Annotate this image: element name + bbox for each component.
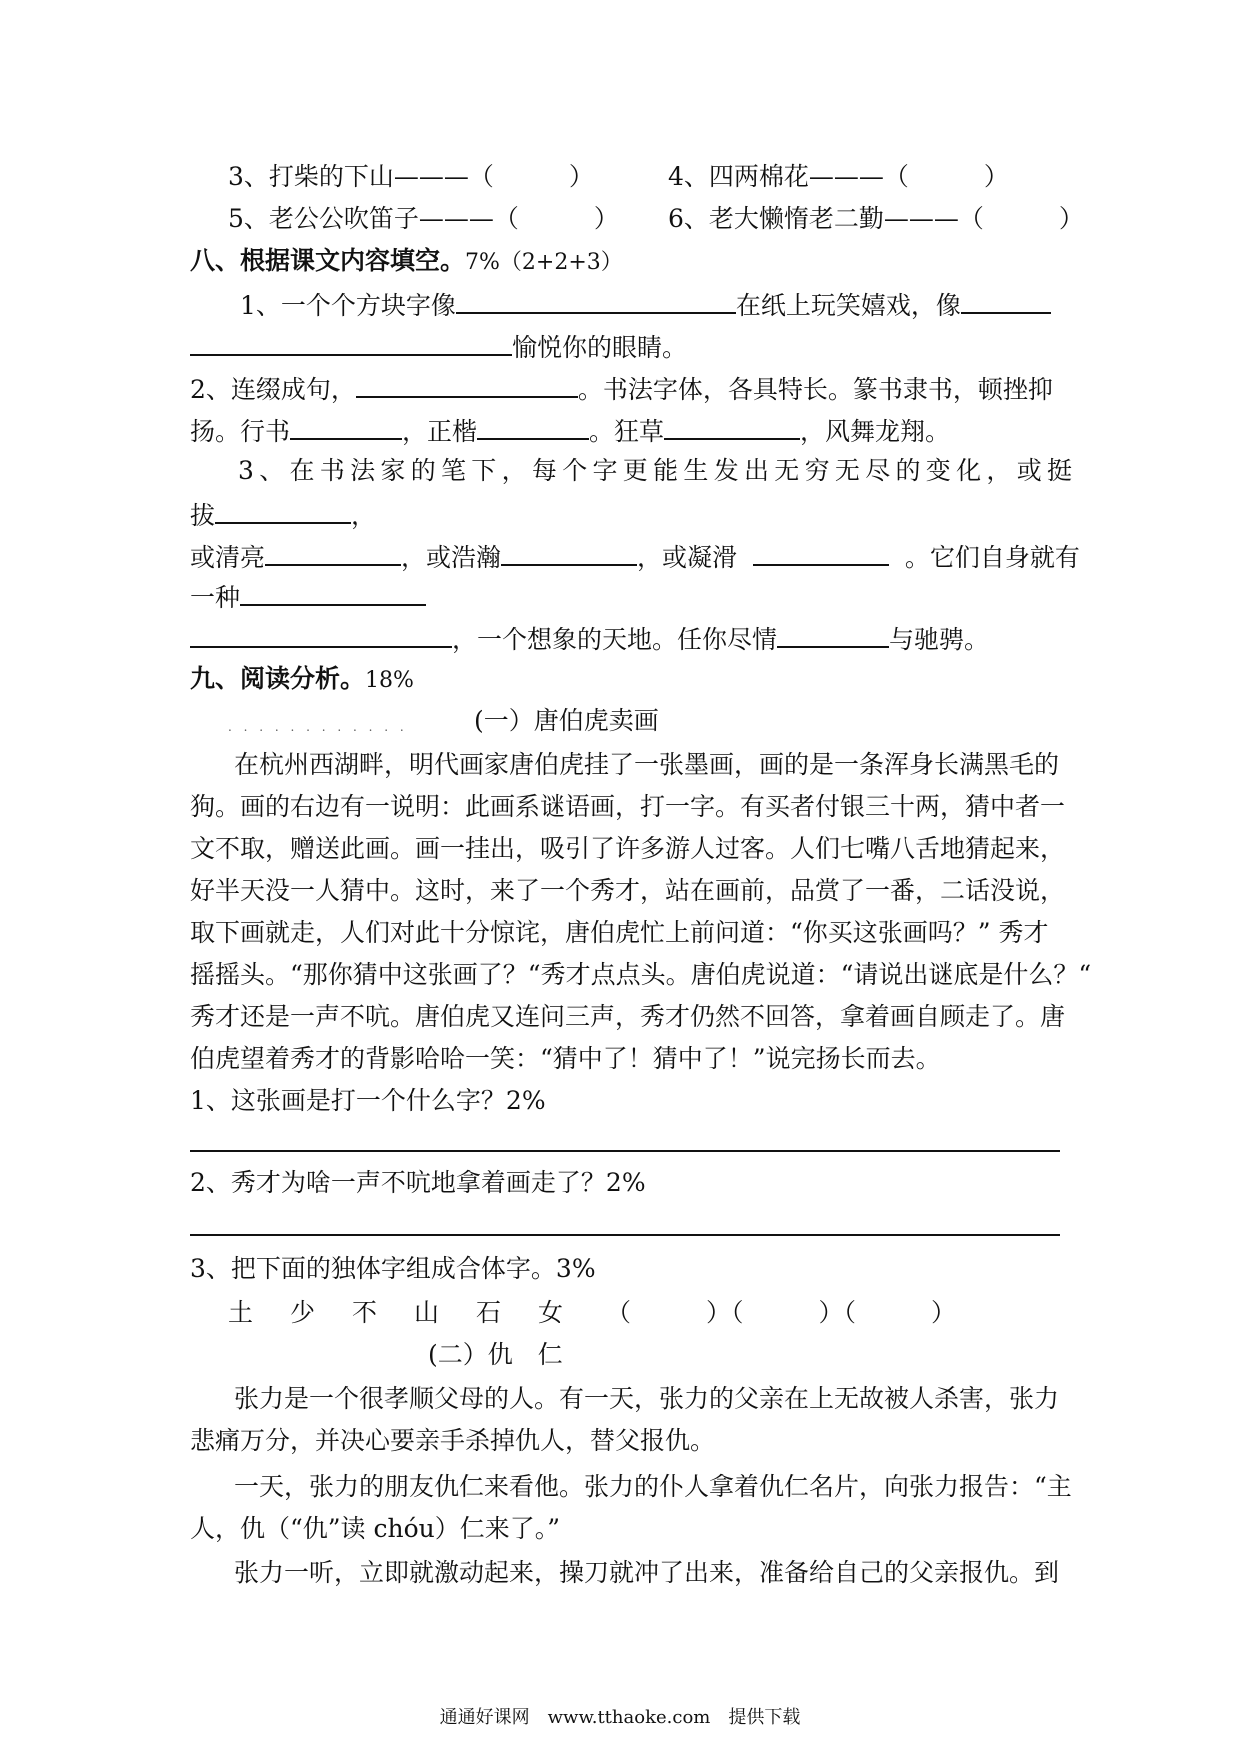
passage-1-line: 秀才还是一声不吭。唐伯虎又连问三声，秀才仍然不回答，拿着画自顾走了。唐 xyxy=(190,1002,1066,1031)
s8-q2-text-d: ，正楷 xyxy=(402,417,478,446)
s8-q3-line2 xyxy=(190,496,376,533)
section-9-title: 九、阅读分析。 xyxy=(190,664,366,693)
s8-q3-blank-2[interactable] xyxy=(265,538,401,566)
passage-1-line: 狗。画的右边有一说明：此画系谜语画，打一字。有买者付银三十两，猜中者一 xyxy=(190,792,1066,821)
s8-q3-line1: 3、在书法家的笔下，每个字更能生发出无穷无尽的变化，或挺 xyxy=(238,456,1078,485)
s8-q2-blank-4[interactable] xyxy=(664,412,800,440)
riddle-4: 4、四两棉花———（ ） xyxy=(668,162,1009,191)
s8-q3-line5 xyxy=(190,620,989,657)
s8-q2-text-a: 2、连缀成句， xyxy=(190,375,356,404)
s8-q3-blank-5[interactable] xyxy=(240,578,426,606)
section-9-score: 18% xyxy=(365,668,414,693)
section-8-title: 八、根据课文内容填空。 xyxy=(190,246,466,275)
decorative-dots: . . . . . . . . . . . . xyxy=(228,720,408,734)
s8-q3-text-h: 一种 xyxy=(190,583,241,612)
passage-2-line: 张力一听，立即就激动起来，操刀就冲了出来，准备给自己的父亲报仇。到 xyxy=(234,1558,1060,1587)
answer-line-1[interactable] xyxy=(190,1150,1060,1152)
s8-q1-text-c: 愉悦你的眼睛。 xyxy=(512,333,688,362)
s8-q3-text-g: 。它们自身就有 xyxy=(904,543,1080,572)
s8-q1-text-a: 1、一个个方块字像 xyxy=(240,291,456,320)
s8-q3-blank-7[interactable] xyxy=(777,620,889,648)
combined-answer-parens[interactable]: （ ）（ ）（ ） xyxy=(606,1298,957,1327)
s8-q3-line3 xyxy=(190,538,1080,575)
passage-1-line: 伯虎望着秀才的背影哈哈一笑：“猜中了！猜中了！”说完扬长而去。 xyxy=(190,1044,941,1073)
passage-2-line: 人，仇（“仇”读 chóu）仁来了。” xyxy=(190,1514,561,1543)
s8-q1-blank-1[interactable] xyxy=(456,286,736,314)
s8-q3-text-i: ，一个想象的天地。任你尽情 xyxy=(452,625,778,654)
s8-q3-text-d: 或清亮 xyxy=(190,543,266,572)
s8-q1-blank-2[interactable] xyxy=(961,286,1051,314)
s8-q3-blank-3[interactable] xyxy=(501,538,637,566)
s9-question-2: 2、秀才为啥一声不吭地拿着画走了？2% xyxy=(190,1168,646,1197)
passage-1-line: 好半天没一人猜中。这时，来了一个秀才，站在画前，品赏了一番，二话没说， xyxy=(190,876,1066,905)
s8-q1-text-b: 在纸上玩笑嬉戏，像 xyxy=(735,291,961,320)
riddle-6: 6、老大懒惰老二勤———（ ） xyxy=(668,204,1084,233)
s8-q3-text-b: 拔 xyxy=(190,501,216,530)
s8-q2-line2 xyxy=(190,412,950,449)
s8-q2-blank-2[interactable] xyxy=(290,412,402,440)
s8-q3-blank-6[interactable] xyxy=(190,620,452,648)
passage-2-title: (二）仇 仁 xyxy=(428,1340,563,1369)
s8-q2-text-c: 扬。行书 xyxy=(190,417,291,446)
riddle-5: 5、老公公吹笛子———（ ） xyxy=(228,204,619,233)
s8-q1-line2 xyxy=(190,328,687,365)
s8-q2-line1 xyxy=(190,370,1053,407)
s8-q3-blank-1[interactable] xyxy=(215,496,351,524)
section-8-heading xyxy=(190,244,623,280)
riddle-3: 3、打柴的下山———（ ） xyxy=(228,162,594,191)
s8-q3-text-e: ，或浩瀚 xyxy=(401,543,502,572)
s8-q3-text-f: ，或凝滑 xyxy=(637,543,738,572)
s8-q3-text-j: 与驰骋。 xyxy=(889,625,990,654)
passage-2-line: 张力是一个很孝顺父母的人。有一天，张力的父亲在上无故被人杀害，张力 xyxy=(234,1384,1060,1413)
s8-q2-text-e: 。狂草 xyxy=(589,417,665,446)
s8-q2-blank-3[interactable] xyxy=(477,412,589,440)
s9-question-3: 3、把下面的独体字组成合体字。3% xyxy=(190,1254,596,1283)
page-footer: 通通好课网 www.tthaoke.com 提供下载 xyxy=(439,1707,801,1728)
s8-q3-line4 xyxy=(190,578,426,615)
s8-q2-text-b: 。书法字体，各具特长。篆书隶书，顿挫抑 xyxy=(577,375,1053,404)
s8-q2-blank-1[interactable] xyxy=(356,370,578,398)
s8-q3-text-c: ， xyxy=(351,501,377,530)
section-8-score: 7%（2+2+3） xyxy=(465,250,623,275)
passage-2-line: 一天，张力的朋友仇仁来看他。张力的仆人拿着仇仁名片，向张力报告：“主 xyxy=(234,1472,1072,1501)
section-9-heading xyxy=(190,662,414,698)
answer-line-2[interactable] xyxy=(190,1234,1060,1236)
single-characters: 土 少 不 山 石 女 xyxy=(228,1298,570,1327)
s8-q3-blank-4[interactable] xyxy=(753,538,889,566)
passage-1-line: 取下画就走，人们对此十分惊诧，唐伯虎忙上前问道：“你买这张画吗？” 秀才 xyxy=(190,918,1049,947)
passage-1-line: 在杭州西湖畔，明代画家唐伯虎挂了一张墨画，画的是一条浑身长满黑毛的 xyxy=(234,750,1060,779)
s8-q2-text-f: ，风舞龙翔。 xyxy=(800,417,951,446)
s8-q1-line1 xyxy=(240,286,1051,323)
passage-1-line: 摇摇头。“那你猜中这张画了？“秀才点点头。唐伯虎说道：“请说出谜底是什么？“ xyxy=(190,960,1092,989)
s9-question-1: 1、这张画是打一个什么字？2% xyxy=(190,1086,546,1115)
s8-q1-blank-3[interactable] xyxy=(190,328,512,356)
passage-1-line: 文不取，赠送此画。画一挂出，吸引了许多游人过客。人们七嘴八舌地猜起来， xyxy=(190,834,1066,863)
passage-1-title: (一）唐伯虎卖画 xyxy=(474,706,659,735)
passage-2-line: 悲痛万分，并决心要亲手杀掉仇人，替父报仇。 xyxy=(190,1426,716,1455)
